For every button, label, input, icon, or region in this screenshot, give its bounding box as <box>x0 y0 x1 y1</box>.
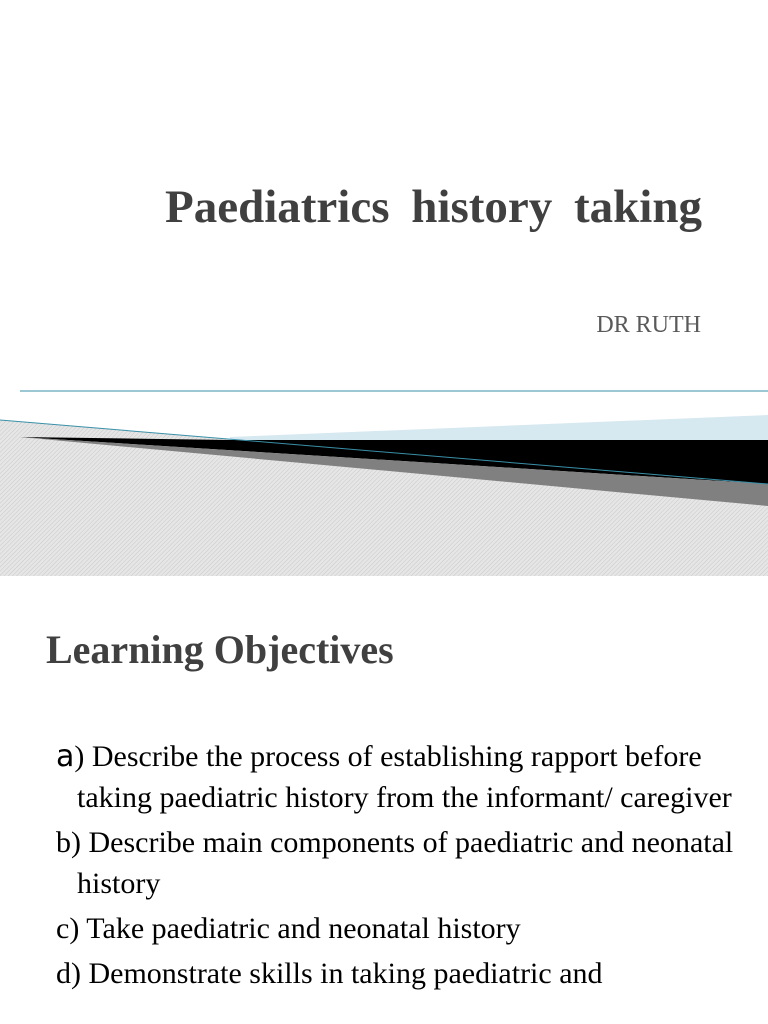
list-item <box>56 908 746 949</box>
slide-title: Paediatrics history taking <box>165 181 702 233</box>
item-marker: c <box>56 912 70 945</box>
item-text: ) Demonstrate skills in taking paediatric and <box>71 957 603 990</box>
list-item <box>56 822 746 904</box>
decorative-banner <box>0 380 768 576</box>
light-blue-band <box>230 415 768 440</box>
objectives-slide <box>0 576 768 1024</box>
item-marker: d <box>56 957 71 990</box>
item-marker: b <box>56 826 71 859</box>
objectives-list <box>56 736 746 998</box>
list-item <box>56 953 746 994</box>
item-text: ) Describe main components of paediatric and neonatal history <box>71 826 734 900</box>
objectives-heading: Learning Objectives <box>46 627 394 672</box>
slide-subtitle: DR RUTH <box>596 312 701 338</box>
item-text: ) Take paediatric and neonatal history <box>69 912 521 945</box>
list-item <box>56 736 746 818</box>
item-text: ) Describe the process of establishing rapport before taking paediatric history from the informant/ caregiver <box>74 740 732 814</box>
item-marker: a <box>56 739 75 774</box>
